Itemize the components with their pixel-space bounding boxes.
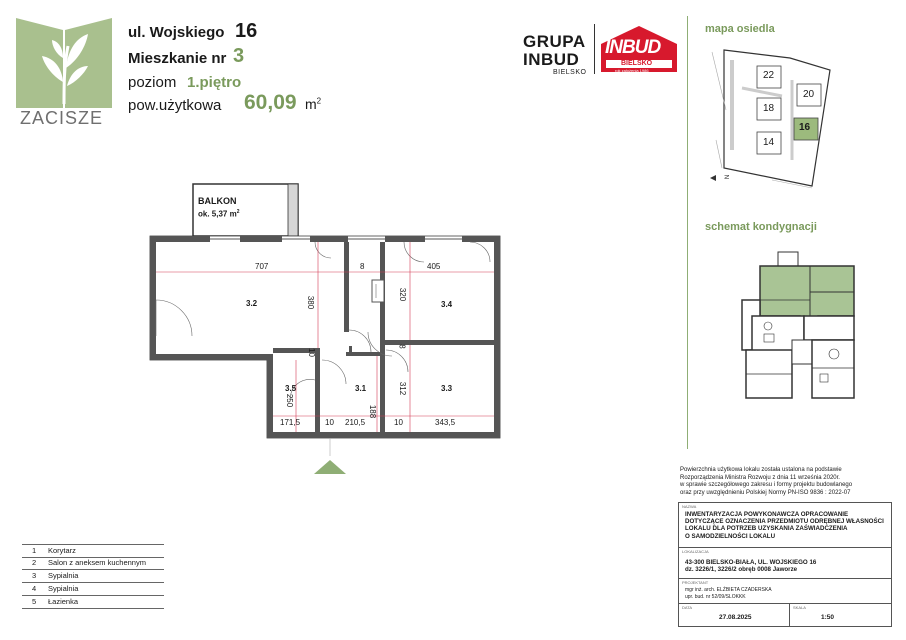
logo-text: ZACISZE xyxy=(20,108,104,128)
room-3-1: 3.1 xyxy=(355,384,367,393)
title-location: 43-300 BIELSKO-BIAŁA, UL. WOJSKIEGO 16 dz. 3226/1, 3226/2 obręb 0008 Jaworze xyxy=(685,559,817,574)
floor-plan-drawing xyxy=(140,180,520,480)
building-20: 20 xyxy=(803,89,815,100)
brand-name-line2: INBUD xyxy=(523,50,580,69)
dim-405: 405 xyxy=(427,262,441,271)
dim-320: 320 xyxy=(398,287,408,302)
zacisze-logo xyxy=(16,16,112,128)
balcony-label: BALKON xyxy=(198,196,237,206)
label-name: NAZWA xyxy=(682,504,697,509)
label-scale: SKALA xyxy=(793,605,806,610)
legend-row: 1 Korytarz xyxy=(22,544,164,558)
title-block xyxy=(678,502,892,627)
dim-8b: 8 xyxy=(397,344,407,349)
dim-188: 188 xyxy=(368,404,378,419)
apartment-number: 3 xyxy=(233,45,245,67)
dim-343-5: 343,5 xyxy=(435,418,456,427)
street-number: 16 xyxy=(235,20,258,42)
building-14: 14 xyxy=(763,137,775,148)
badge-main: INBUD xyxy=(605,37,661,58)
legend-row: 2 Salon z aneksem kuchennym xyxy=(22,557,164,570)
site-map-drawing xyxy=(702,40,832,190)
inbud-badge xyxy=(599,24,679,74)
level-value: 1.piętro xyxy=(187,74,242,91)
badge-sub: BIELSKO xyxy=(621,59,653,67)
balcony-area: ok. 5,37 $m^2$ xyxy=(198,209,240,219)
street-label: ul. Wojskiego xyxy=(128,24,225,41)
title-scale: 1:50 xyxy=(821,614,835,621)
room-3-2: 3.2 xyxy=(246,299,258,308)
label-date: DATA xyxy=(682,605,693,610)
area-value: 60,09 xyxy=(244,91,297,114)
dim-210-5: 210,5 xyxy=(345,418,366,427)
dim-10a: 10 xyxy=(306,348,316,357)
dim-8a: 8 xyxy=(360,262,365,271)
dim-380: 380 xyxy=(306,295,316,310)
floor-schema-title: schemat kondygnacji xyxy=(705,221,817,233)
label-designer: PROJEKTANT xyxy=(682,580,709,585)
title-name: INWENTARYZACJA POWYKONAWCZA OPRACOWANIE DOTYCZĄCE OZNACZENIA PRZEDMIOTU ODRĘBNEJ WŁASNOŚCI LOKALU DLA POTRZEB UZYSKANIA ZAŚWIADCZENIA O SAMODZIELNOŚCI LOKALU xyxy=(685,511,884,540)
apartment-label: Mieszkanie nr xyxy=(128,50,227,67)
room-3-5: 3.5 xyxy=(285,384,297,393)
legend-row: 4 Sypialnia xyxy=(22,583,164,596)
building-18: 18 xyxy=(763,103,775,114)
label-location: LOKALIZACJA xyxy=(682,549,709,554)
title-date: 27.08.2025 xyxy=(719,614,752,621)
area-label: pow.użytkowa xyxy=(128,97,222,114)
floor-plan xyxy=(140,180,520,480)
title-designer: mgr inż. arch. ELŻBIETA CZADERSKA upr. bud. nr 52/09/SLOKKK xyxy=(685,587,772,600)
building-22: 22 xyxy=(763,70,775,81)
dim-312: 312 xyxy=(398,381,408,396)
brand-city: BIELSKO xyxy=(553,69,587,76)
dim-707: 707 xyxy=(255,262,269,271)
floor-schema-drawing xyxy=(738,250,858,402)
badge-founded: rok założenia 1986 xyxy=(615,68,649,73)
area-unit: $m^2$ xyxy=(305,96,322,112)
dim-10c: 10 xyxy=(394,418,403,427)
legend-row: 5 Łazienka xyxy=(22,596,164,609)
room-3-4: 3.4 xyxy=(441,300,453,309)
compass-n: N xyxy=(725,174,732,180)
dim-171-5: 171,5 xyxy=(280,418,301,427)
site-map-title: mapa osiedla xyxy=(705,23,775,35)
dim-10b: 10 xyxy=(325,418,334,427)
area-note: Powierzchnia użytkowa lokalu została ustalona na podstawie Rozporządzenia Ministra Rozwoju z dnia 11 września 2020r. w sprawie szczegółowego zakresu i formy projektu budowlanego oraz przy uwzględnieniu Polskiej Normy PN-ISO 9836 : 2022-07 xyxy=(680,467,853,496)
floor-schema xyxy=(738,250,858,402)
brand-name-line1: GRUPA xyxy=(523,32,586,51)
legend-row: 3 Sypialnia xyxy=(22,570,164,583)
room-3-3: 3.3 xyxy=(441,384,453,393)
level-label: poziom xyxy=(128,74,177,91)
building-16: 16 xyxy=(799,122,811,133)
dim-250: 250 xyxy=(285,393,295,408)
site-map xyxy=(702,40,832,190)
leaf-logo-icon xyxy=(16,16,112,108)
